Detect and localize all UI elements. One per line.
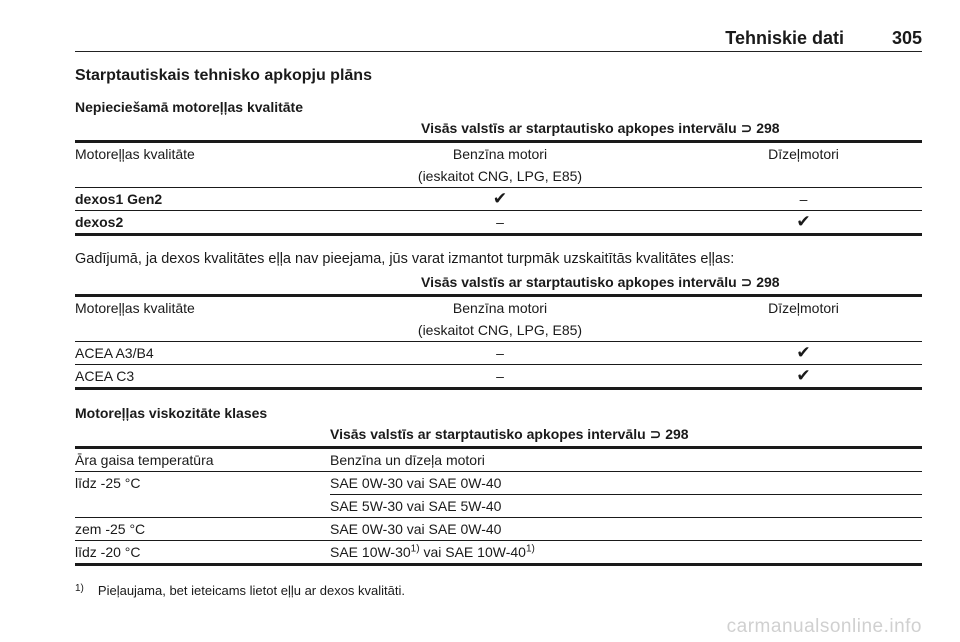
page-reference-icon: ⊃ <box>740 120 753 136</box>
oil-grade-cell: SAE 5W-30 vai SAE 5W-40 <box>330 495 922 518</box>
footnote-ref[interactable]: 1) <box>410 543 420 555</box>
table-row <box>75 211 922 235</box>
column-header-petrol: Benzīna motori <box>315 142 685 166</box>
oil-grade-cell: SAE 0W-30 vai SAE 0W-40 <box>330 518 922 541</box>
column-header-petrol: Benzīna motori <box>315 296 685 320</box>
check-icon: ✔ <box>685 211 922 235</box>
page-reference-link[interactable]: 298 <box>665 426 689 442</box>
page-reference-icon: ⊃ <box>649 426 662 442</box>
oil-spec-label: ACEA A3/B4 <box>75 342 315 365</box>
column-header-engines: Benzīna un dīzeļa motori <box>330 448 922 472</box>
temperature-cell <box>75 495 330 518</box>
temperature-cell: zem -25 °C <box>75 518 330 541</box>
check-icon: ✔ <box>685 342 922 365</box>
column-header-diesel: Dīzeļmotori <box>685 296 922 320</box>
table-row <box>75 342 922 365</box>
temperature-cell: līdz -25 °C <box>75 475 141 492</box>
footnote-mark: 1) <box>75 583 84 594</box>
temperature-cell: līdz -20 °C <box>75 541 330 565</box>
not-applicable-dash: – <box>315 342 685 365</box>
footnote-ref[interactable]: 1) <box>525 543 535 555</box>
page-reference-link[interactable]: 298 <box>756 120 780 136</box>
header-title: Tehniskie dati <box>725 28 844 48</box>
manual-page <box>75 0 922 642</box>
table-row <box>75 541 922 565</box>
page-reference-icon: ⊃ <box>740 274 753 290</box>
table-row <box>75 188 922 211</box>
body-paragraph: Gadījumā, ja dexos kvalitātes eļļa nav pieejama, jūs varat izmantot turpmāk uzskaitītās kvalitātes eļļas: <box>75 251 735 267</box>
page-reference-link[interactable]: 298 <box>756 274 780 290</box>
table-row <box>75 365 922 389</box>
viscosity-heading: Motoreļļas viskozitāte klases <box>75 405 268 421</box>
viscosity-table <box>75 424 922 566</box>
watermark: carmanualsonline.info <box>726 616 922 637</box>
column-header-quality: Motoreļļas kvalitāte <box>75 142 315 166</box>
table-scope-header: Visās valstīs ar starptautisko apkopes intervālu ⊃ 298 <box>315 118 922 142</box>
table-scope-header: Visās valstīs ar starptautisko apkopes intervālu ⊃ 298 <box>315 272 922 296</box>
column-header-temperature: Āra gaisa temperatūra <box>75 448 330 472</box>
check-icon: ✔ <box>685 365 922 389</box>
section-title: Starptautiskais tehnisko apkopju plāns <box>75 67 372 84</box>
header-rule <box>75 51 922 52</box>
oil-quality-table-acea <box>75 272 922 390</box>
column-header-petrol-note: (ieskaitot CNG, LPG, E85) <box>315 165 685 188</box>
column-header-diesel: Dīzeļmotori <box>685 142 922 166</box>
table-row <box>75 472 922 495</box>
not-applicable-dash: – <box>685 188 922 211</box>
page-number: 305 <box>891 28 922 48</box>
not-applicable-dash: – <box>315 211 685 235</box>
oil-spec-label: dexos1 Gen2 <box>75 188 315 211</box>
table-scope-header: Visās valstīs ar starptautisko apkopes intervālu ⊃ 298 <box>330 424 922 448</box>
oil-grade-cell: SAE 10W-30$^{1)}$ vai SAE 10W-40$^{1)}$ <box>330 541 922 565</box>
page-header <box>75 22 922 52</box>
table-row <box>75 518 922 541</box>
check-icon: ✔ <box>315 188 685 211</box>
oil-grade-cell: SAE 0W-30 vai SAE 0W-40 <box>330 472 922 495</box>
column-header-petrol-note: (ieskaitot CNG, LPG, E85) <box>315 319 685 342</box>
not-applicable-dash: – <box>315 365 685 389</box>
footnote <box>75 583 405 598</box>
footnote-text: Pieļaujama, bet ieteicams lietot eļļu ar dexos kvalitāti. <box>97 583 405 598</box>
oil-quality-heading: Nepieciešamā motoreļļas kvalitāte <box>75 99 304 115</box>
oil-spec-label: dexos2 <box>75 211 315 235</box>
oil-spec-label: ACEA C3 <box>75 365 315 389</box>
table-row <box>75 495 922 518</box>
column-header-quality: Motoreļļas kvalitāte <box>75 296 315 320</box>
oil-quality-table-dexos <box>75 118 922 236</box>
